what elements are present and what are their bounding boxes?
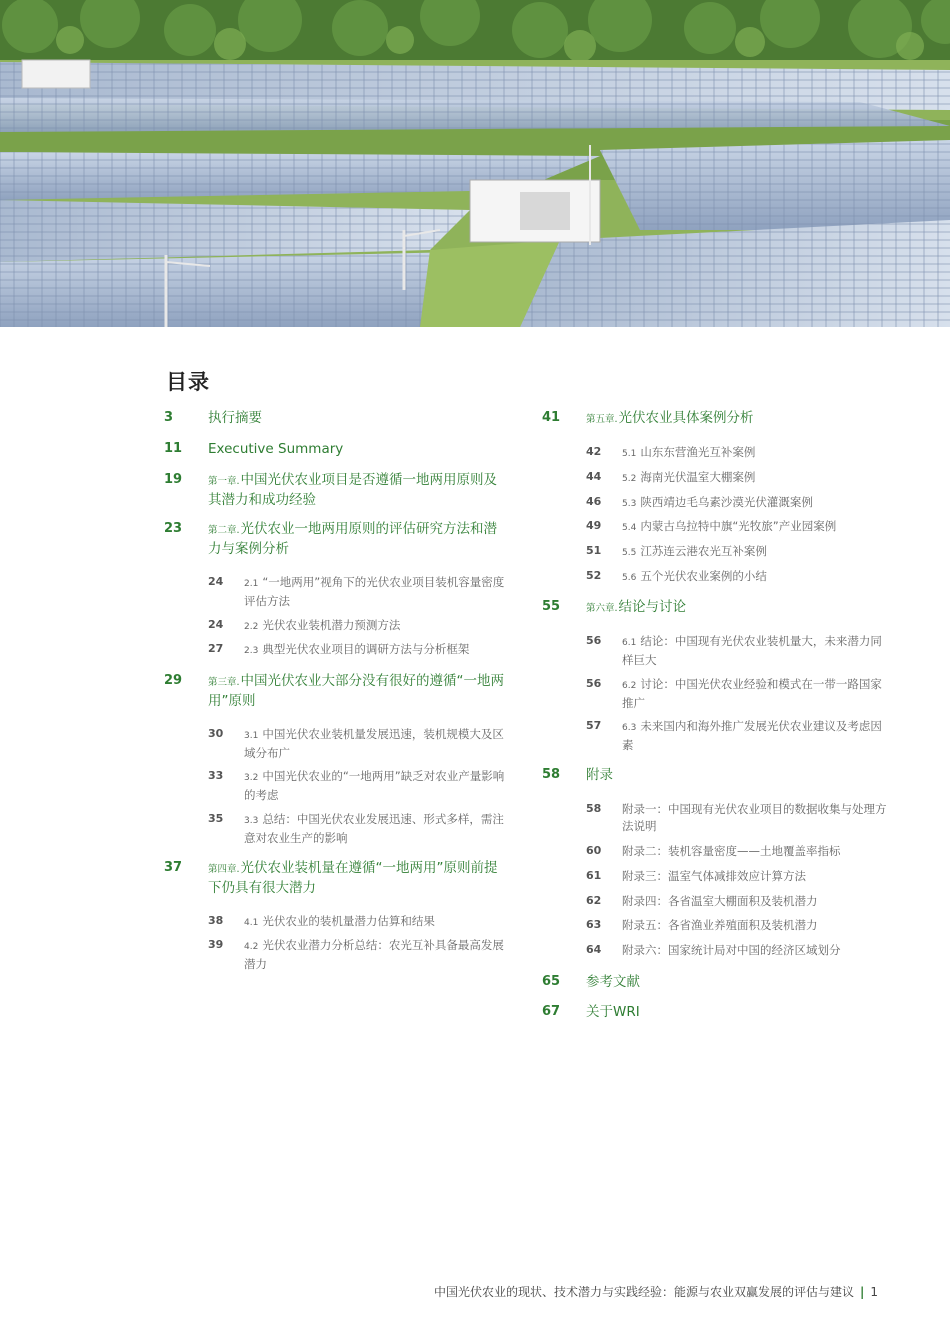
section-title: 中国光伏农业装机量发展迅速，装机规模大及区域分布广	[244, 727, 504, 760]
toc-title: 目录	[166, 370, 210, 394]
section-number: 5.5	[622, 548, 637, 558]
toc-subentry-page: 56	[586, 677, 602, 690]
toc-entry-title	[208, 672, 509, 711]
section-title: 结论：中国现有光伏农业装机量大，未来潜力同样巨大	[622, 634, 882, 667]
toc-page-number: 29	[164, 673, 183, 688]
chapter-title: 光伏农业装机量在遵循“一地两用”原则前提下仍具有很大潜力	[208, 860, 498, 896]
chapter-title: 光伏农业具体案例分析	[618, 410, 754, 426]
toc-subentry-page: 39	[208, 938, 224, 951]
section-title: 光伏农业的装机量潜力估算和结果	[262, 914, 435, 928]
toc-subentry-title	[622, 633, 887, 669]
toc-subentry-title	[622, 568, 887, 587]
toc-subentry-title	[244, 937, 509, 973]
section-title: 中国光伏农业的“一地两用”缺乏对农业产量影响的考虑	[244, 769, 505, 802]
section-title: 光伏农业潜力分析总结：农光互补具备最高发展潜力	[244, 938, 504, 971]
toc-subentry-page: 57	[586, 719, 602, 732]
section-number: 6.3	[622, 723, 637, 733]
toc-subentry-page: 52	[586, 569, 602, 582]
section-title: 光伏农业装机潜力预测方法	[262, 618, 401, 632]
toc-subentry-title	[622, 868, 887, 885]
section-title: 山东东营渔光互补案例	[640, 445, 756, 459]
toc-subentry-page: 24	[208, 575, 224, 588]
chapter-title: 中国光伏农业项目是否遵循一地两用原则及其潜力和成功经验	[208, 472, 498, 508]
toc-entry-title	[208, 440, 509, 459]
toc-subentry-title	[244, 913, 509, 932]
toc-subentry-page: 60	[586, 844, 602, 857]
chapter-label: 第一章.	[208, 476, 240, 487]
toc-page-number: 19	[164, 472, 183, 487]
toc-subentry-title	[622, 518, 887, 537]
page-footer	[434, 1283, 878, 1300]
section-title: 附录五：各省渔业养殖面积及装机潜力	[622, 918, 818, 932]
chapter-title: Executive Summary	[208, 441, 344, 457]
toc-page-number: 3	[164, 410, 174, 425]
toc-subentry-title	[622, 469, 887, 488]
toc-subentry-page: 24	[208, 618, 224, 631]
toc-subentry-title	[244, 574, 509, 610]
toc-subentry-title	[622, 917, 887, 934]
hero-photo-solar-farm	[0, 0, 950, 327]
toc-entry-title	[208, 520, 509, 559]
toc-subentry-page: 35	[208, 812, 224, 825]
section-title: 附录三：温室气体减排效应计算方法	[622, 869, 806, 883]
section-number: 2.3	[244, 646, 259, 656]
toc-entry-title	[208, 409, 509, 428]
toc-subentry-page: 44	[586, 470, 602, 483]
section-title: 附录四：各省温室大棚面积及装机潜力	[622, 894, 818, 908]
chapter-title: 执行摘要	[208, 410, 262, 426]
toc-subentry-page: 58	[586, 802, 602, 815]
chapter-label: 第六章.	[586, 603, 618, 614]
section-number: 6.1	[622, 638, 637, 648]
toc-subentry-title	[244, 641, 509, 660]
section-title: 附录六：国家统计局对中国的经济区域划分	[622, 943, 841, 957]
section-number: 5.2	[622, 474, 637, 484]
chapter-title: 中国光伏农业大部分没有很好的遵循“一地两用”原则	[208, 673, 505, 709]
toc-subentry-page: 64	[586, 943, 602, 956]
toc-page-number: 67	[542, 1004, 561, 1019]
toc-subentry-page: 42	[586, 445, 602, 458]
footer-page-number: 1	[870, 1285, 878, 1299]
section-number: 2.2	[244, 622, 259, 632]
toc-subentry-page: 33	[208, 769, 224, 782]
chapter-title: 参考文献	[586, 974, 640, 990]
footer-separator: |	[859, 1285, 865, 1299]
section-number: 6.2	[622, 681, 637, 691]
section-title: 五个光伏农业案例的小结	[640, 569, 767, 583]
toc-entry-title	[208, 471, 509, 510]
toc-subentry-page: 27	[208, 642, 224, 655]
section-title: 讨论：中国光伏农业经验和模式在一带一路国家推广	[622, 677, 882, 710]
toc-subentry-title	[622, 942, 887, 959]
section-number: 3.3	[244, 816, 259, 826]
toc-subentry-page: 51	[586, 544, 602, 557]
toc-page-number: 37	[164, 860, 183, 875]
toc-page-number: 11	[164, 441, 183, 456]
section-title: 未来国内和海外推广发展光伏农业建议及考虑因素	[622, 719, 882, 752]
toc-subentry-page: 46	[586, 495, 602, 508]
chapter-title: 附录	[586, 767, 613, 783]
section-title: 总结：中国光伏农业发展迅速、形式多样，需注意对农业生产的影响	[244, 812, 504, 845]
section-title: 陕西靖边毛乌素沙漠光伏灌溉案例	[640, 495, 813, 509]
toc-entry-title	[586, 973, 887, 992]
chapter-label: 第五章.	[586, 414, 618, 425]
section-number: 3.2	[244, 773, 259, 783]
toc-subentry-title	[622, 543, 887, 562]
section-title: 典型光伏农业项目的调研方法与分析框架	[262, 642, 470, 656]
toc-subentry-title	[622, 444, 887, 463]
toc-page-number: 55	[542, 599, 561, 614]
toc-entry-title	[586, 1003, 887, 1022]
chapter-label: 第四章.	[208, 864, 240, 875]
section-number: 5.4	[622, 523, 637, 533]
toc-page-number: 41	[542, 410, 561, 425]
toc-subentry-page: 38	[208, 914, 224, 927]
toc-subentry-title	[244, 617, 509, 636]
toc-subentry-page: 49	[586, 519, 602, 532]
section-title: 海南光伏温室大棚案例	[640, 470, 756, 484]
footer-title: 中国光伏农业的现状、技术潜力与实践经验：能源与农业双赢发展的评估与建议	[433, 1285, 854, 1299]
section-number: 5.1	[622, 449, 637, 459]
solar-farm-illustration	[0, 0, 950, 327]
section-number: 5.6	[622, 573, 637, 583]
section-title: 附录一：中国现有光伏农业项目的数据收集与处理方法说明	[622, 802, 887, 833]
toc-entry-title	[586, 598, 887, 618]
section-title: 内蒙古乌拉特中旗“光牧旅”产业园案例	[640, 519, 837, 533]
toc-subentry-title	[244, 768, 509, 804]
toc-subentry-title	[622, 843, 887, 860]
toc-subentry-title	[622, 494, 887, 513]
toc-page-number: 65	[542, 974, 561, 989]
chapter-label: 第三章.	[208, 677, 240, 688]
chapter-label: 第二章.	[208, 525, 240, 536]
section-number: 4.2	[244, 942, 259, 952]
toc-subentry-title	[622, 718, 887, 754]
toc-entry-title	[586, 766, 887, 785]
toc-entry-title	[586, 409, 887, 429]
section-title: “一地两用”视角下的光伏农业项目装机容量密度评估方法	[244, 575, 505, 608]
toc-subentry-page: 61	[586, 869, 602, 882]
toc-subentry-title	[244, 811, 509, 847]
toc-subentry-page: 30	[208, 727, 224, 740]
section-title: 江苏连云港农光互补案例	[640, 544, 767, 558]
toc-subentry-title	[622, 676, 887, 712]
toc-subentry-page: 62	[586, 894, 602, 907]
toc-subentry-page: 63	[586, 918, 602, 931]
toc-entry-title	[208, 859, 509, 898]
toc-page-number: 58	[542, 767, 561, 782]
section-number: 4.1	[244, 918, 259, 928]
chapter-title: 关于WRI	[586, 1004, 640, 1020]
toc-page-number: 23	[164, 521, 183, 536]
section-title: 附录二：装机容量密度——土地覆盖率指标	[622, 844, 841, 858]
chapter-title: 光伏农业一地两用原则的评估研究方法和潜力与案例分析	[208, 521, 498, 557]
toc-subentry-title	[622, 893, 887, 910]
toc-subentry-title	[622, 801, 887, 835]
chapter-title: 结论与讨论	[618, 599, 687, 615]
toc-subentry-title	[244, 726, 509, 762]
section-number: 5.3	[622, 499, 637, 509]
toc-subentry-page: 56	[586, 634, 602, 647]
section-number: 3.1	[244, 731, 259, 741]
section-number: 2.1	[244, 579, 259, 589]
